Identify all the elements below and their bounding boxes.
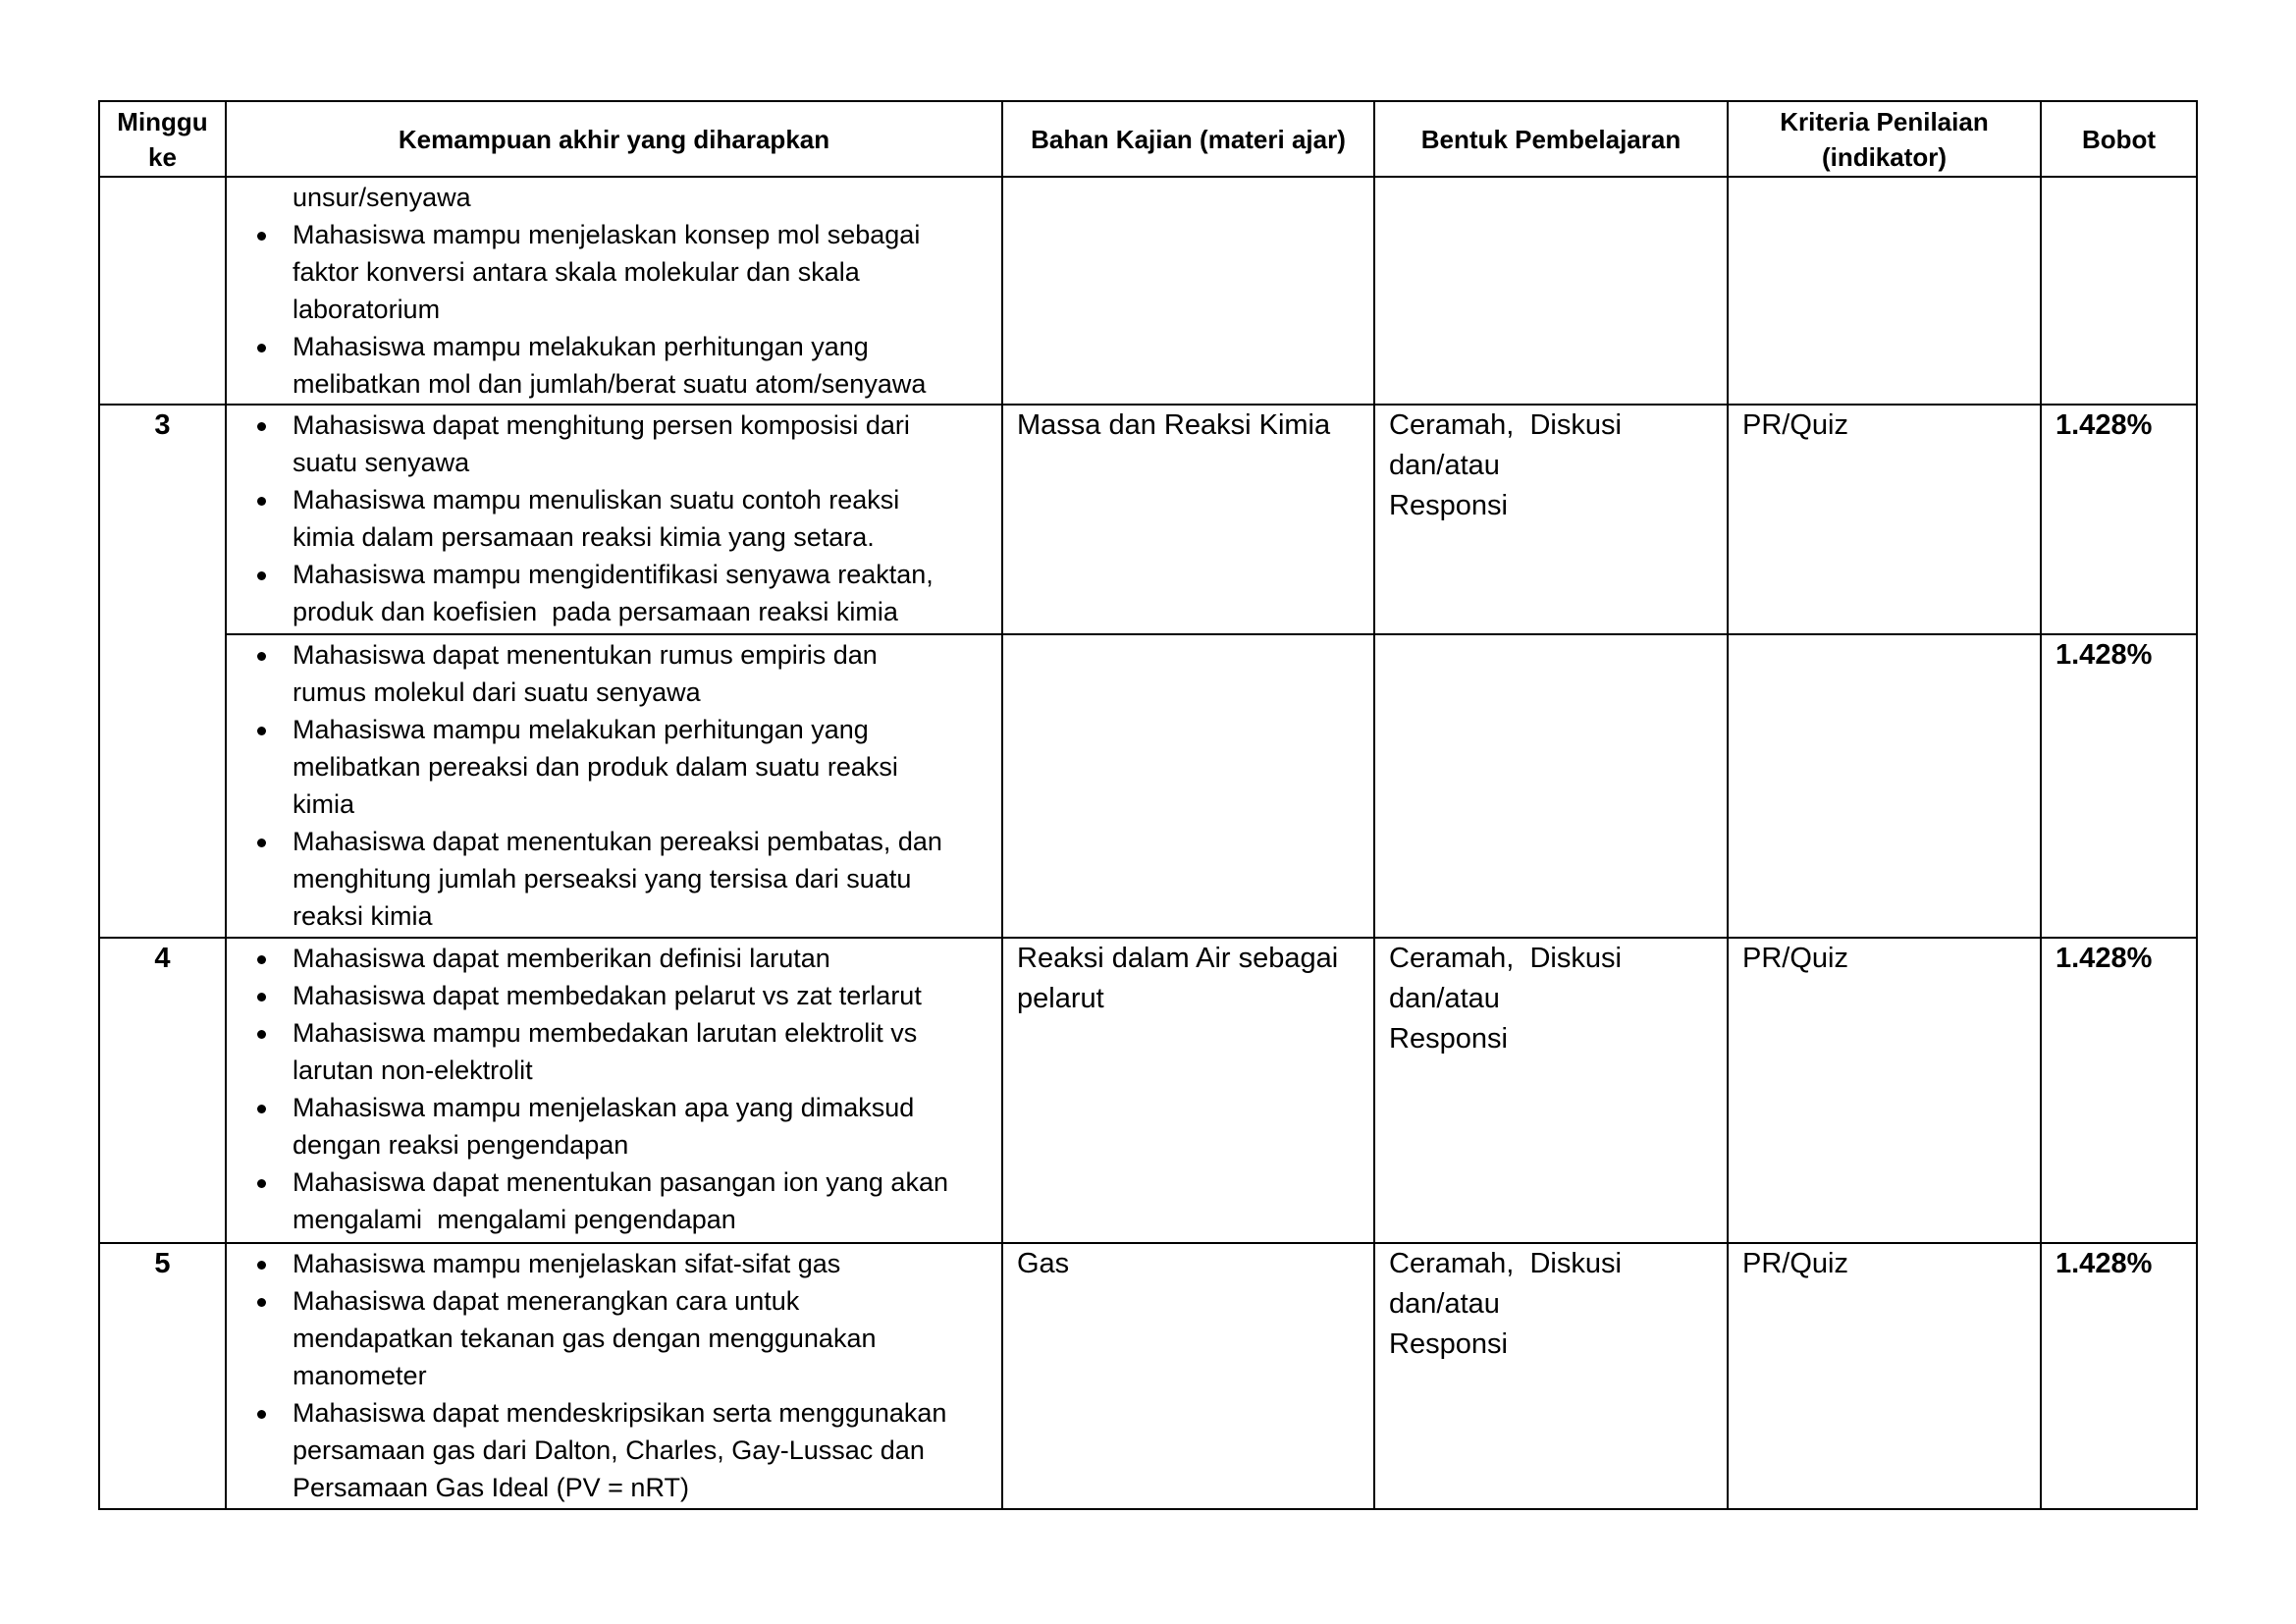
learning-outcomes-cell (227, 635, 1001, 937)
learning-outcome-text: Mahasiswa dapat menerangkan cara untuk mendapatkan tekanan gas dengan menggunakan manometer (293, 1286, 877, 1390)
weight-cell (2042, 178, 2196, 404)
learning-outcome-text: Mahasiswa dapat menghitung persen komposisi dari suatu senyawa (293, 410, 910, 477)
weight-cell: 1.428% (2042, 1244, 2196, 1508)
learning-form-cell: Ceramah, Diskusi dan/atau Responsi (1375, 939, 1727, 1242)
header-learning-outcomes (227, 102, 1001, 176)
learning-outcome-text: Mahasiswa mampu melakukan perhitungan yang melibatkan mol dan jumlah/berat suatu atom/senyawa (293, 332, 927, 399)
assessment-criteria-cell (1729, 178, 2040, 404)
learning-outcome-item (227, 823, 1001, 935)
learning-outcome-text: Mahasiswa dapat mendeskripsikan serta menggunakan persamaan gas dari Dalton, Charles, Gay-Lussac dan Persamaan Gas Ideal (PV = nRT) (293, 1398, 947, 1502)
bullet-icon (257, 1030, 266, 1039)
study-material-cell (1003, 635, 1373, 937)
bullet-icon (257, 1105, 266, 1113)
study-material-cell: Gas (1003, 1244, 1373, 1508)
header-study-material (1003, 102, 1373, 176)
learning-outcome-item (227, 1164, 1001, 1238)
learning-outcomes-list (227, 940, 1001, 1238)
learning-outcome-text: Mahasiswa dapat menentukan rumus empiris dan rumus molekul dari suatu senyawa (293, 640, 878, 707)
study-material-cell (1003, 178, 1373, 404)
week-cell: 4 (100, 939, 225, 1242)
learning-outcome-text: Mahasiswa mampu menjelaskan sifat-sifat gas (293, 1249, 841, 1278)
learning-outcome-item (227, 481, 1001, 556)
weight-cell: 1.428% (2042, 635, 2196, 937)
bullet-icon (257, 1179, 266, 1188)
week-cell: 5 (100, 1244, 225, 1508)
header-week (100, 102, 225, 176)
bullet-icon (257, 232, 266, 241)
header-weight-label: Bobot (2081, 124, 2157, 154)
learning-outcome-text: Mahasiswa mampu menjelaskan konsep mol sebagai faktor konversi antara skala molekular dan skala laboratorium (293, 220, 921, 324)
learning-outcomes-list (227, 1245, 1001, 1506)
assessment-criteria-cell: PR/Quiz (1729, 939, 2040, 1242)
learning-outcome-item (227, 940, 1001, 977)
learning-outcome-text: Mahasiswa mampu menjelaskan apa yang dimaksud dengan reaksi pengendapan (293, 1093, 915, 1160)
learning-outcomes-cell (227, 1244, 1001, 1508)
bullet-icon (257, 652, 266, 661)
learning-form-cell: Ceramah, Diskusi dan/atau Responsi (1375, 1244, 1727, 1508)
bullet-icon (257, 571, 266, 580)
bullet-icon (257, 993, 266, 1001)
header-study-material-label: Bahan Kajian (materi ajar) (1031, 124, 1346, 154)
learning-outcomes-cell (227, 939, 1001, 1242)
learning-outcomes-list (227, 216, 1001, 403)
learning-outcome-item (227, 1014, 1001, 1089)
header-weight (2042, 102, 2196, 176)
study-material-cell: Massa dan Reaksi Kimia (1003, 406, 1373, 633)
bullet-icon (257, 1410, 266, 1419)
learning-outcome-text: Mahasiswa mampu mengidentifikasi senyawa reaktan, produk dan koefisien pada persamaan reaksi kimia (293, 560, 934, 626)
learning-outcome-item (227, 1089, 1001, 1164)
learning-outcome-item (227, 406, 1001, 481)
learning-outcome-item (227, 556, 1001, 630)
assessment-criteria-cell: PR/Quiz (1729, 1244, 2040, 1508)
bullet-icon (257, 422, 266, 431)
header-week-label: Minggu ke (117, 106, 208, 172)
learning-outcomes-cell (227, 406, 1001, 633)
learning-outcome-item (227, 711, 1001, 823)
learning-outcome-text: Mahasiswa dapat memberikan definisi larutan (293, 944, 830, 973)
learning-outcomes-cell (227, 178, 1001, 404)
learning-outcome-text: Mahasiswa dapat menentukan pereaksi pembatas, dan menghitung jumlah perseaksi yang tersisa dari suatu reaksi kimia (293, 827, 942, 931)
learning-outcome-item (227, 1245, 1001, 1282)
bullet-icon (257, 497, 266, 506)
study-material-cell: Reaksi dalam Air sebagai pelarut (1003, 939, 1373, 1242)
learning-outcome-item (227, 977, 1001, 1014)
learning-outcomes-list (227, 636, 1001, 935)
header-learning-form-label: Bentuk Pembelajaran (1420, 124, 1682, 154)
header-assessment-criteria (1729, 102, 2040, 176)
bullet-icon (257, 1298, 266, 1307)
weight-cell: 1.428% (2042, 406, 2196, 633)
course-plan-table (98, 100, 2198, 1510)
header-learning-form (1375, 102, 1727, 176)
learning-outcomes-list (227, 406, 1001, 630)
learning-form-cell (1375, 178, 1727, 404)
bullet-icon (257, 344, 266, 352)
learning-outcome-item (227, 216, 1001, 328)
weight-cell: 1.428% (2042, 939, 2196, 1242)
header-learning-outcomes-label: Kemampuan akhir yang diharapkan (398, 124, 830, 154)
learning-outcome-text: Mahasiswa mampu menuliskan suatu contoh reaksi kimia dalam persamaan reaksi kimia yang setara. (293, 485, 900, 552)
learning-outcome-item (227, 328, 1001, 403)
assessment-criteria-cell (1729, 635, 2040, 937)
continued-text: unsur/senyawa (293, 183, 471, 212)
learning-outcome-text: Mahasiswa mampu melakukan perhitungan yang melibatkan pereaksi dan produk dalam suatu reaksi kimia (293, 715, 898, 819)
week-cell (100, 178, 225, 404)
bullet-icon (257, 955, 266, 964)
bullet-icon (257, 1261, 266, 1270)
learning-outcome-text: Mahasiswa mampu membedakan larutan elektrolit vs larutan non-elektrolit (293, 1018, 918, 1085)
bullet-icon (257, 727, 266, 735)
learning-outcome-item (227, 636, 1001, 711)
learning-form-cell (1375, 635, 1727, 937)
assessment-criteria-cell: PR/Quiz (1729, 406, 2040, 633)
learning-form-cell: Ceramah, Diskusi dan/atau Responsi (1375, 406, 1727, 633)
learning-outcome-text: Mahasiswa dapat menentukan pasangan ion yang akan mengalami mengalami pengendapan (293, 1167, 948, 1234)
bullet-icon (257, 839, 266, 847)
learning-outcome-text: Mahasiswa dapat membedakan pelarut vs zat terlarut (293, 981, 922, 1010)
week-cell: 3 (100, 406, 225, 937)
learning-outcome-item (227, 1282, 1001, 1394)
learning-outcome-item (227, 1394, 1001, 1506)
header-assessment-criteria-label: Kriteria Penilaian (indikator) (1780, 106, 1989, 172)
